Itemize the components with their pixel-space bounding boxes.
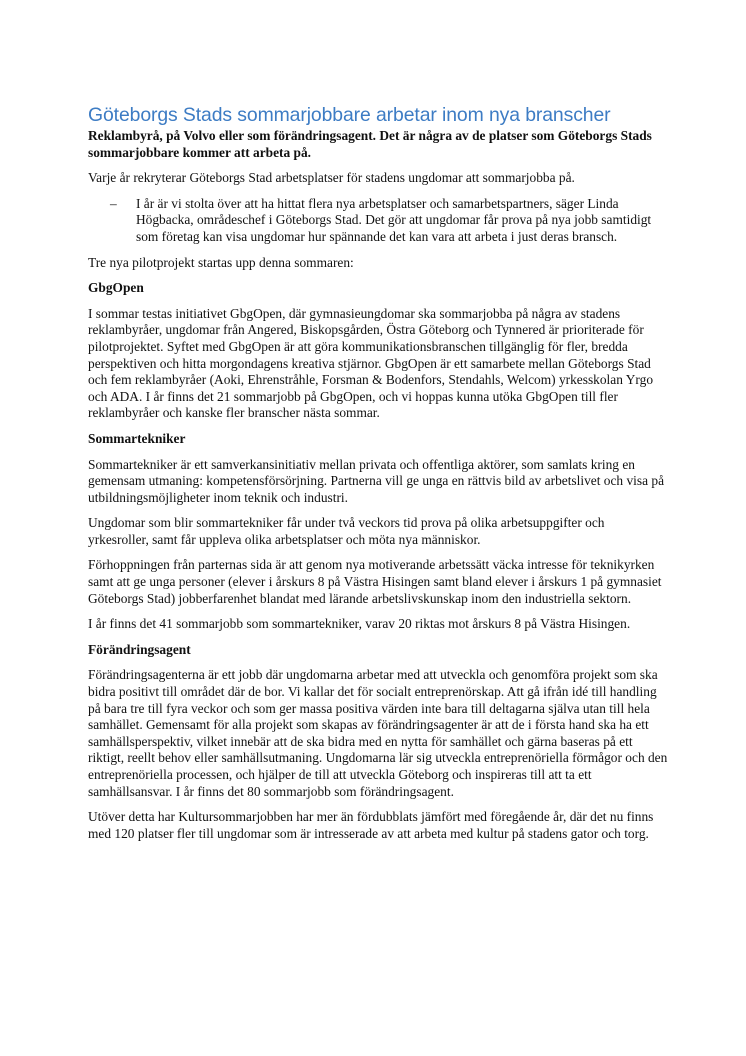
intro-paragraph: Varje år rekryterar Göteborgs Stad arbetsplatser för stadens ungdomar att sommarjobba på. bbox=[88, 170, 575, 186]
section-heading-forandringsagent: Förändringsagent bbox=[88, 641, 191, 657]
section-paragraph: Förändringsagenterna är ett jobb där ungdomarna arbetar med att utveckla och genomföra projekt som ska bidra positivt till området där de bor. Vi kallar det för socialt entreprenörskap. Att gå ifrån idé till handling på bara tre till fyra veckor och som ger massa positiva värden inte bara till deltagarna själva utan till hela samhället. Gemensamt för alla projekt som skapas av förändringsagenter är att de i första hand ska ha ett samhällsperspektiv, vilket innebär att de ska bidra med en nytta för samhället och gärna baseras på ett riktigt, reellt behov eller samhällsutmaning. Ungdomarna lär sig utveckla entreprenöriella förmågor och den entreprenöriella processen, och hjälper de till att utveckla Göteborg och inspireras till att ta ett samhällsansvar. I år finns det 80 sommarjobb som förändringsagent. bbox=[88, 667, 668, 799]
quote-text: I år är vi stolta över att ha hittat flera nya arbetsplatser och samarbetspartners, säger Linda Högbacka, områdeschef i Göteborgs Stad. Det gör att ungdomar får prova på nya jobb samtidigt som företag kan visa ungdomar hur spännande det kan vara att arbeta i just deras bransch. bbox=[136, 195, 652, 244]
quote-block bbox=[88, 196, 668, 246]
section-paragraph: Sommartekniker är ett samverkansinitiativ mellan privata och offentliga aktörer, som samlats kring en gemensam utmaning: kompetensförsörjning. Partnerna vill ge unga en rättvis bild av arbetslivet och visa på utbildningsmöjligheter inom teknik och industri. bbox=[88, 456, 665, 505]
section-heading-gbgopen: GbgOpen bbox=[88, 280, 144, 296]
document-page bbox=[88, 104, 668, 851]
section-paragraph: Förhoppningen från parternas sida är att genom nya motiverande arbetssätt väcka intresse för teknikyrken samt att ge unga personer (elever i årskurs 8 på Västra Hisingen samt bland elever i årskurs 1 på gymnasiet Göteborgs Stad) jobberfarenhet blandat med lärande arbetslivskunskap inom den industriella sektorn. bbox=[88, 557, 662, 606]
section-paragraph: I år finns det 41 sommarjobb som sommartekniker, varav 20 riktas mot årskurs 8 på Västra Hisingen. bbox=[88, 616, 631, 632]
section-paragraph: Ungdomar som blir sommartekniker får under två veckors tid prova på olika arbetsuppgifter och yrkesroller, samt får uppleva olika arbetsplatser och möta nya människor. bbox=[88, 515, 605, 547]
section-paragraph: I sommar testas initiativet GbgOpen, där gymnasieungdomar ska sommarjobba på några av stadens reklambyråer, ungdomar från Angered, Biskopsgården, Östra Göteborg och Tynnered är prioriterade för pilotprojektet. Syftet med GbgOpen är att göra kommunikationsbranschen tillgänglig för fler, bredda perspektiven och hitta morgondagens kreativa stjärnor. GbgOpen är ett samarbete mellan Göteborgs Stad och fem reklambyråer (Aoki, Ehrenstråhle, Forsman & Bodenfors, Stendahls, Welcom) yrkesskolan Yrgo och ADA. I år finns det 21 sommarjobb på GbgOpen, och vi hoppas kunna utöka GbgOpen till fler reklambyråer och kanske fler branscher nästa sommar. bbox=[88, 305, 654, 421]
article-title: Göteborgs Stads sommarjobbare arbetar inom nya branscher bbox=[88, 104, 611, 126]
article-lead: Reklambyrå, på Volvo eller som förändringsagent. Det är några av de platser som Göteborgs Stads sommarjobbare kommer att arbeta på. bbox=[88, 128, 652, 160]
quote-dash: – bbox=[110, 195, 117, 211]
section-paragraph: Utöver detta har Kultursommarjobben har mer än fördubblats jämfört med föregående år, där det nu finns med 120 platser fler till ungdomar som är intresserade av att arbeta med kultur på stadens gator och torg. bbox=[88, 809, 654, 841]
pilot-intro: Tre nya pilotprojekt startas upp denna sommaren: bbox=[88, 254, 354, 270]
section-heading-sommartekniker: Sommartekniker bbox=[88, 430, 186, 446]
